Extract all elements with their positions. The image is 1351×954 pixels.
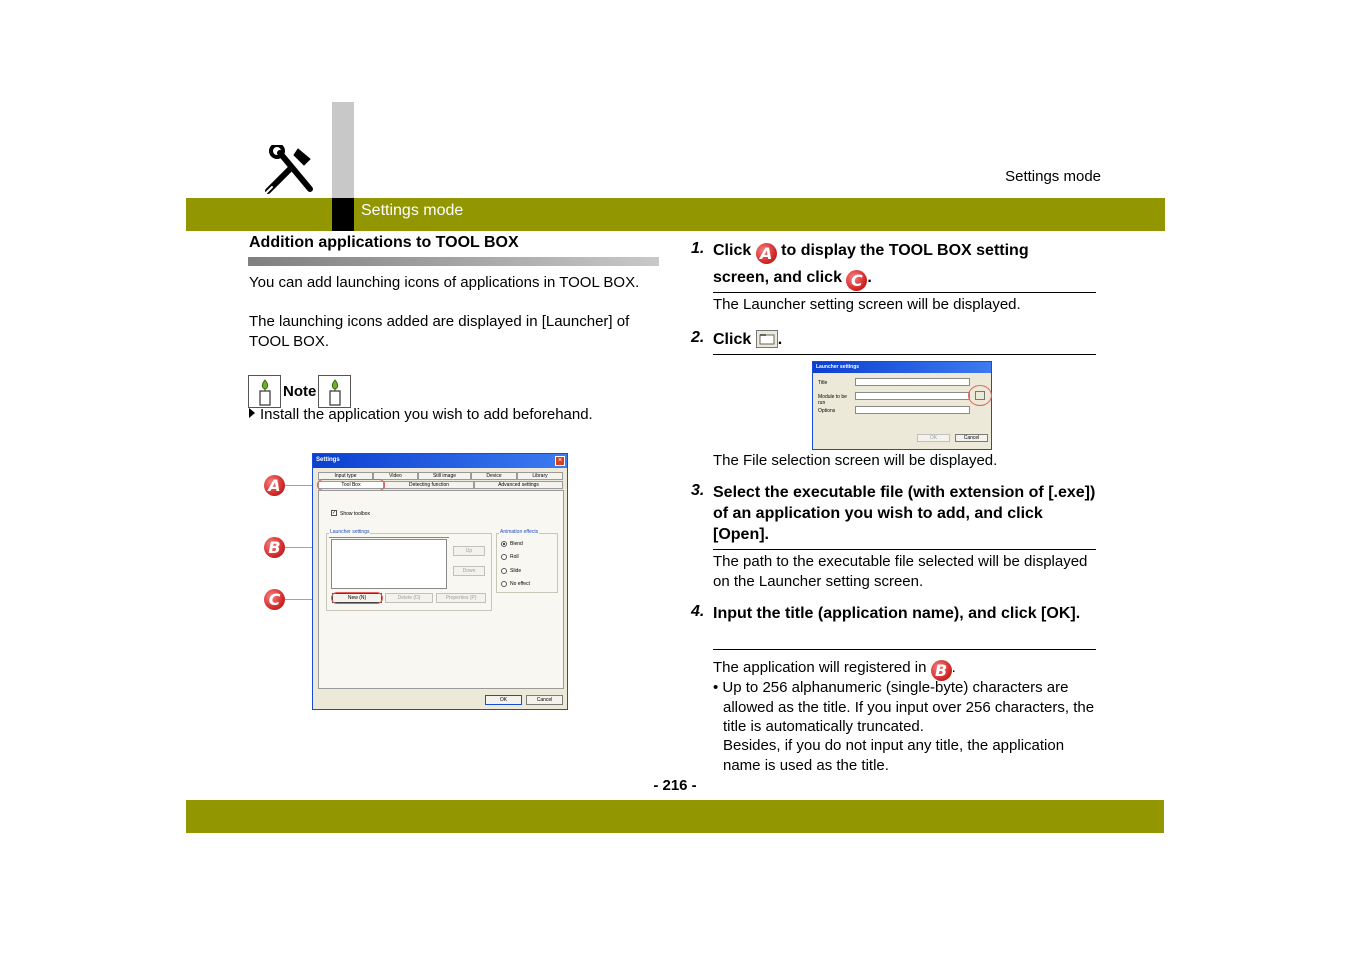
radio-no-effect[interactable]	[501, 581, 507, 587]
launcher-title-label: Title	[818, 380, 828, 386]
settings-window-title: Settings	[313, 454, 567, 468]
tab-detecting-function[interactable]: Detecting function	[384, 481, 474, 489]
animation-effects-label: Animation effects	[500, 529, 539, 535]
tool-box-panel	[318, 490, 564, 689]
section-title-rule	[248, 257, 659, 266]
new-button[interactable]: New (N)	[332, 593, 382, 603]
show-toolbox-checkbox[interactable]: ✓	[332, 510, 337, 516]
section-title: Addition applications to TOOL BOX	[249, 234, 519, 251]
step-3-text: Select the executable file (with extension of [.exe]) of an application you wish to add, and click [Open].	[713, 484, 1096, 543]
marker-a-inline: A	[756, 243, 777, 264]
tab-video[interactable]: Video	[373, 472, 418, 480]
top-band-marker	[332, 198, 354, 231]
step-3-rule	[713, 549, 1096, 550]
settings-window-screenshot	[312, 453, 568, 710]
note-item-text: Install the application you wish to add beforehand.	[260, 406, 593, 423]
bottom-band	[186, 800, 1164, 833]
radio-roll[interactable]	[501, 554, 507, 560]
launcher-settings-window-screenshot	[812, 361, 992, 450]
radio-no-effect-label: No effect	[510, 581, 530, 587]
marker-c: C	[264, 589, 285, 610]
launcher-options-label: Options	[818, 408, 836, 414]
radio-blend[interactable]	[501, 541, 507, 547]
step-1-result: The Launcher setting screen will be displayed.	[713, 296, 1021, 313]
step-4-bullet: • Up to 256 alphanumeric (single-byte) characters are allowed as the title. If you input over 256 characters, the title is automatically truncated.	[713, 679, 1095, 735]
highlight-oval-c	[331, 592, 383, 604]
launcher-module-label: Module to be run	[818, 394, 847, 406]
step-1-text-d: .	[867, 269, 872, 286]
tab-device[interactable]: Device	[471, 472, 517, 480]
screwdriver-wrench-icon	[260, 145, 320, 199]
settings-ok-button[interactable]: OK	[485, 695, 522, 705]
step-1-text-a: Click	[713, 242, 752, 259]
radio-slide[interactable]	[501, 568, 507, 574]
tab-input-type[interactable]: Input type	[318, 472, 373, 480]
highlight-b	[329, 531, 449, 538]
launcher-ok-button[interactable]: OK	[917, 434, 950, 442]
page-number: - 216 -	[653, 777, 697, 794]
note-item	[249, 406, 669, 423]
radio-slide-label: Slide	[510, 568, 522, 574]
step-4-number: 4.	[691, 603, 705, 620]
step-3-number: 3.	[691, 482, 705, 499]
intro-paragraph-1: You can add launching icons of applications in TOOL BOX.	[249, 274, 640, 291]
launcher-cancel-button[interactable]: Cancel	[955, 434, 988, 442]
radio-roll-label: Roll	[510, 554, 519, 560]
browse-highlight-oval	[968, 385, 992, 406]
show-toolbox-label: Show toolbox	[340, 511, 371, 517]
up-button[interactable]: Up	[453, 546, 485, 556]
step-3-result: The path to the executable file selected will be displayed on the Launcher setting screen.	[713, 553, 1088, 590]
launcher-title-field[interactable]	[855, 378, 970, 386]
radio-blend-label: Blend	[510, 541, 523, 547]
step-1-text	[713, 240, 1098, 264]
delete-button[interactable]: Delete (D)	[385, 593, 433, 603]
marker-b-inline: B	[931, 660, 952, 681]
step-1-text-c: screen, and click	[713, 269, 842, 286]
step-4-result-b: .	[951, 659, 956, 676]
intro-paragraph-2: The launching icons added are displayed in [Launcher] of TOOL BOX.	[249, 313, 630, 350]
step-4-rule	[713, 649, 1096, 650]
step-2-text-b: .	[777, 331, 783, 348]
step-2-rule	[713, 354, 1096, 355]
step-4-bullet-cont: Besides, if you do not input any title, the application name is used as the title.	[723, 737, 1065, 774]
note-label: Note	[283, 383, 317, 400]
step-1-text-line2	[713, 267, 1098, 291]
tab-still-image[interactable]: Still image	[418, 472, 471, 480]
candle-icon	[318, 375, 351, 408]
step-4-text: Input the title (application name), and click [OK].	[713, 605, 1081, 622]
marker-c-inline: C	[846, 270, 867, 291]
step-2-result: The File selection screen will be displayed.	[713, 452, 998, 469]
properties-button[interactable]: Properties (P)	[436, 593, 486, 603]
tab-library[interactable]: Library	[517, 472, 563, 480]
launcher-options-field[interactable]	[855, 406, 970, 414]
step-2-text	[713, 329, 1098, 354]
settings-cancel-button[interactable]: Cancel	[526, 695, 563, 705]
band-title: Settings mode	[361, 202, 464, 219]
tab-advanced-settings[interactable]: Advanced settings	[474, 481, 563, 489]
step-1-rule	[713, 292, 1096, 293]
step-1-number: 1.	[691, 240, 705, 257]
launcher-settings-label: Launcher settings	[330, 529, 370, 535]
close-icon[interactable]: ×	[555, 456, 565, 466]
down-button[interactable]: Down	[453, 566, 485, 576]
step-4-result-a: The application will registered in	[713, 659, 927, 676]
launcher-module-field[interactable]	[855, 392, 970, 400]
marker-a: A	[264, 475, 285, 496]
marker-b: B	[264, 537, 285, 558]
launcher-window-title: Launcher settings	[813, 362, 991, 373]
header-gray-bar	[332, 102, 354, 198]
browse-folder-icon	[756, 330, 778, 354]
step-2-text-a: Click	[713, 331, 752, 348]
launcher-list[interactable]	[331, 539, 447, 589]
header-section-label: Settings mode	[1005, 168, 1101, 185]
tab-tool-box[interactable]: Tool Box	[318, 481, 384, 489]
bullet-triangle-icon	[249, 408, 255, 418]
candle-icon	[248, 375, 281, 408]
step-2-number: 2.	[691, 329, 705, 346]
note-heading	[248, 375, 351, 408]
step-1-text-b: to display the TOOL BOX setting	[781, 242, 1029, 259]
